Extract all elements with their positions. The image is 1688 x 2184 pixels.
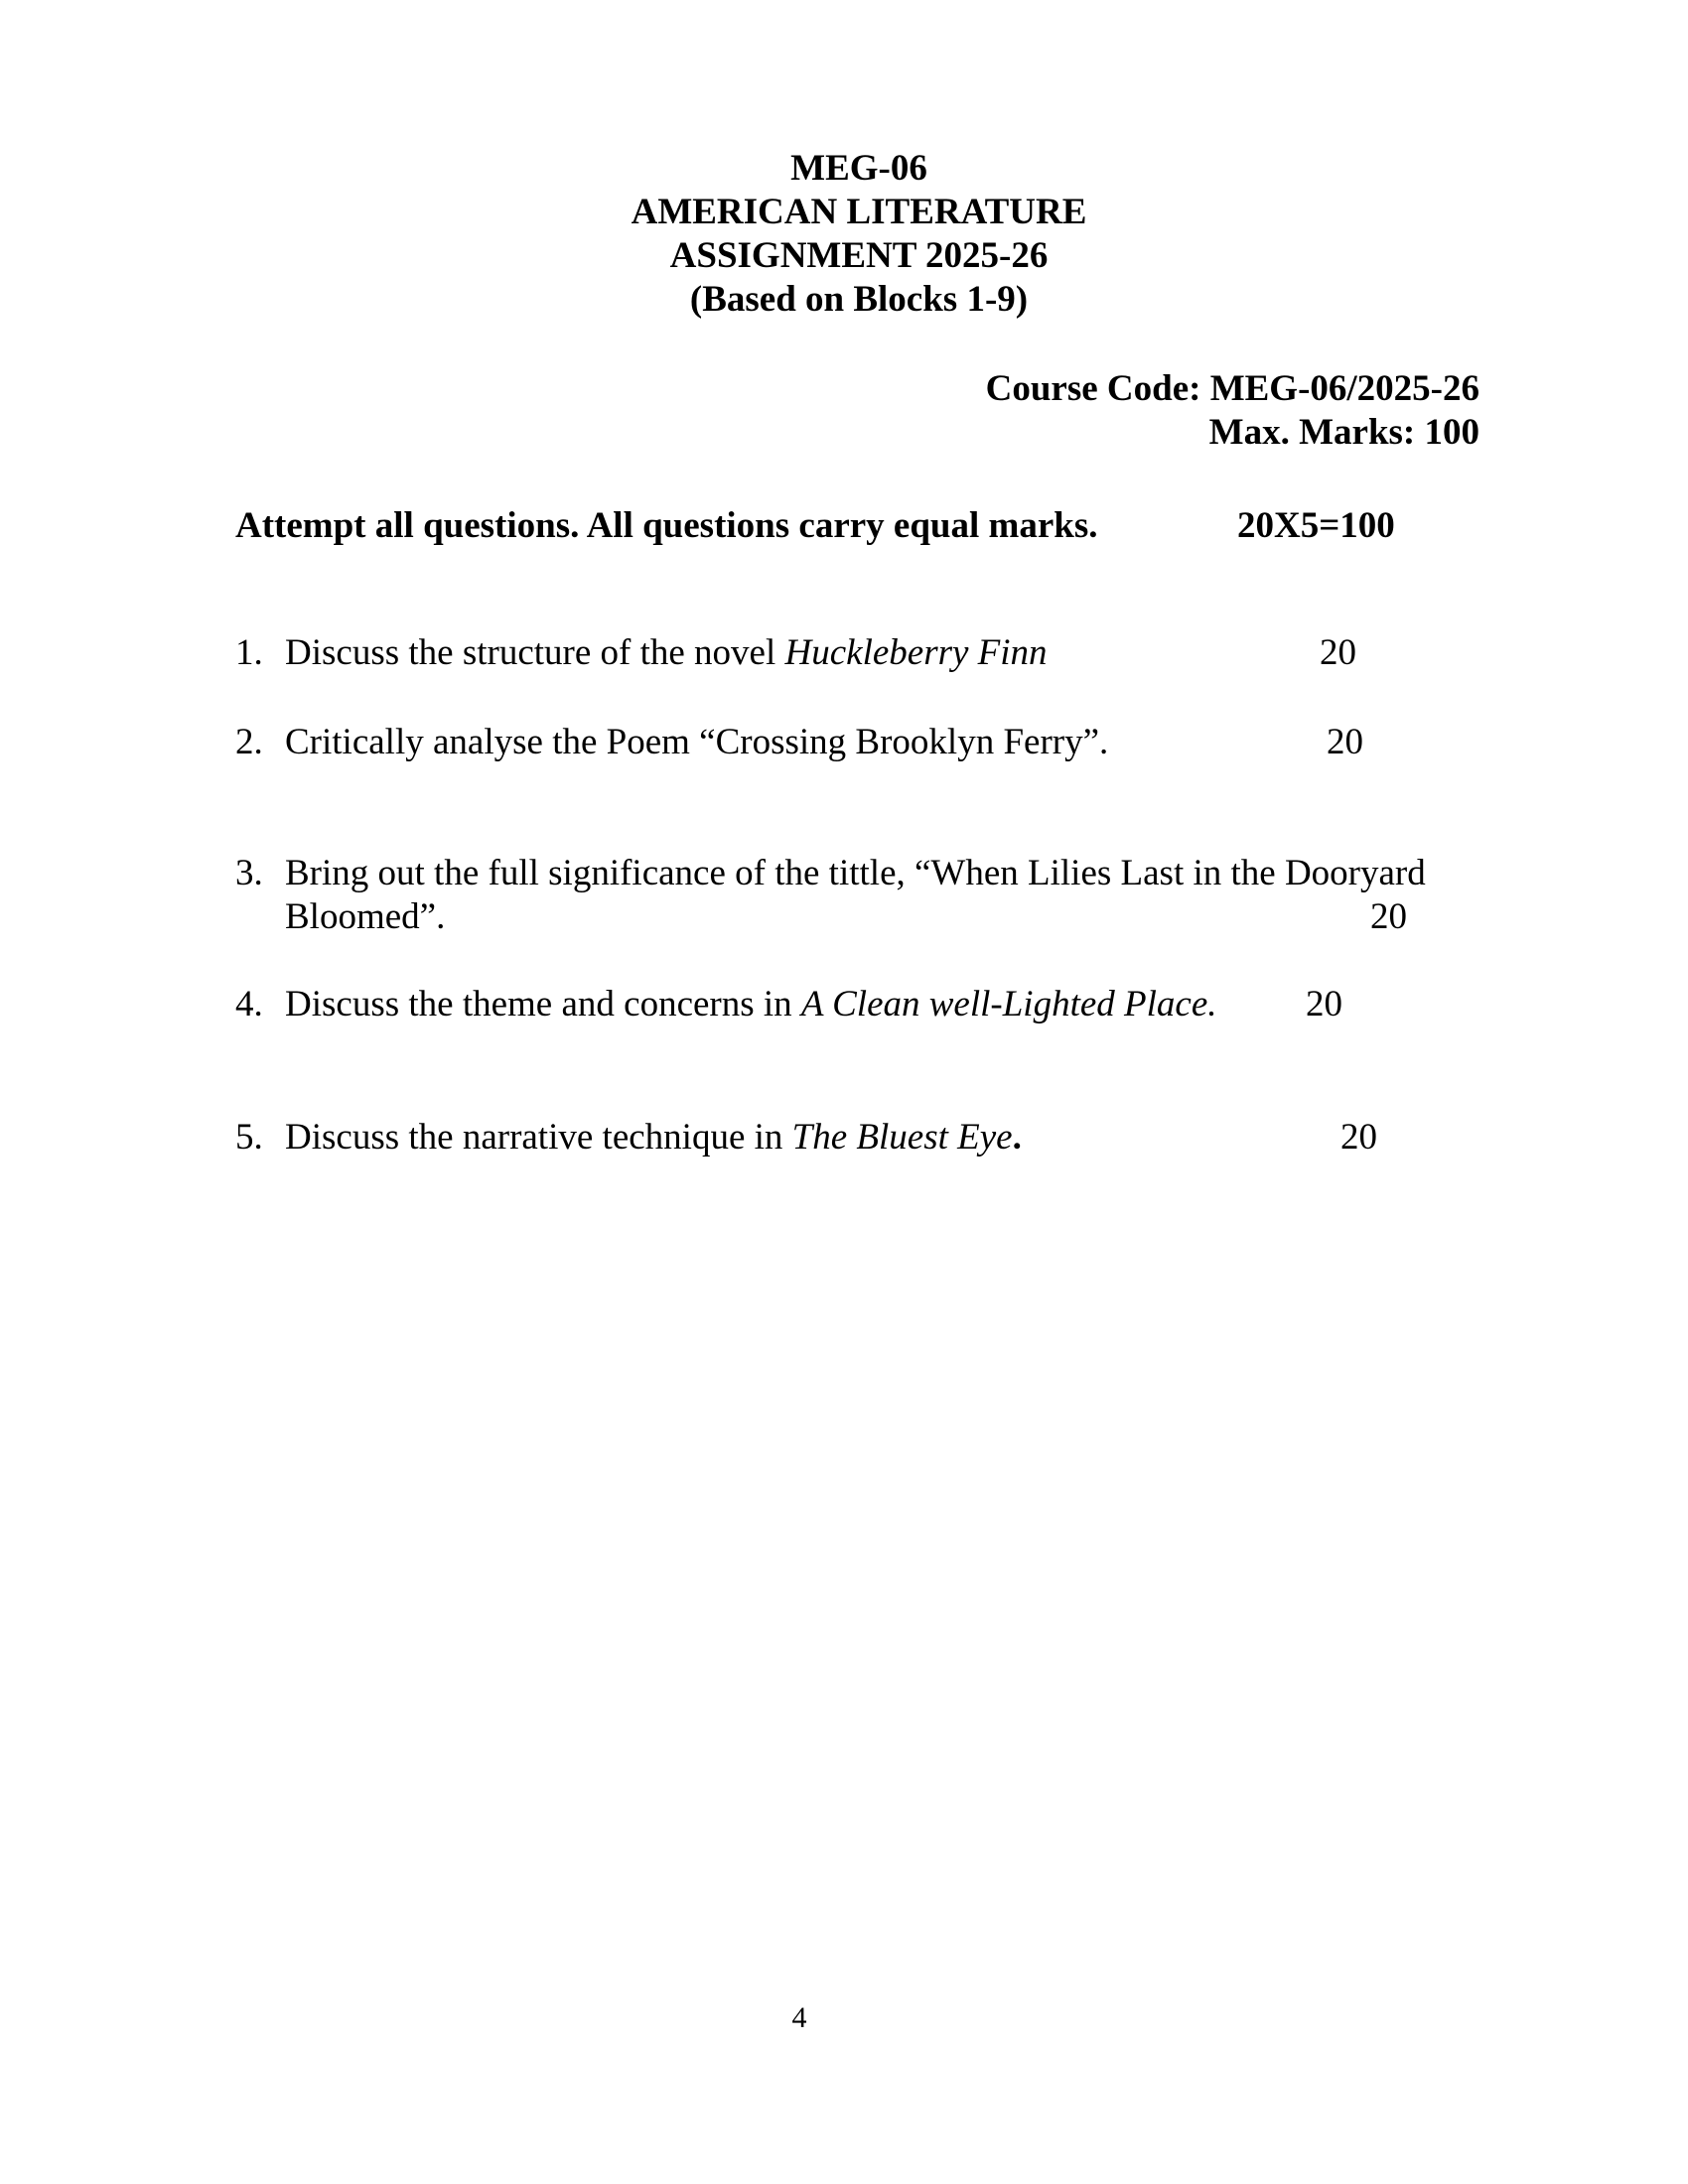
max-marks-label: Max. Marks: 100 [1208, 412, 1479, 453]
question-marks: 20 [1306, 984, 1342, 1024]
course-code-title: MEG-06 [790, 148, 927, 189]
work-title: The Bluest Eye [791, 1117, 1013, 1158]
question-marks: 20 [1370, 896, 1407, 937]
question-marks: 20 [1340, 1117, 1377, 1158]
instructions-text: Attempt all questions. All questions carry equal marks. [235, 505, 1098, 546]
question-text [285, 631, 1048, 675]
question-text-end: . [1012, 1117, 1022, 1158]
question-text-line-1: Bring out the full significance of the tittle, “When Lilies Last in the Dooryard [285, 853, 1426, 893]
question-text-plain: Discuss the structure of the novel [285, 632, 785, 673]
question-number: 2. [235, 722, 263, 762]
question-text: Critically analyse the Poem “Crossing Brooklyn Ferry”. [285, 722, 1109, 762]
question-number: 3. [235, 853, 263, 893]
question-number: 4. [235, 984, 263, 1024]
question-text-plain: Discuss the theme and concerns in [285, 984, 801, 1024]
question-number: 5. [235, 1117, 263, 1158]
page-number: 4 [791, 2001, 807, 2034]
question-marks: 20 [1327, 722, 1363, 762]
question-marks: 20 [1320, 632, 1356, 673]
blocks-basis: (Based on Blocks 1-9) [689, 279, 1029, 320]
question-text [285, 1116, 1022, 1160]
total-marks: 20X5=100 [1237, 505, 1395, 546]
work-title: Huckleberry Finn [784, 632, 1048, 673]
document-heading [0, 147, 1688, 322]
course-code-label: Course Code: MEG-06/2025-26 [985, 368, 1479, 409]
question-text [285, 983, 1217, 1026]
subject-title: AMERICAN LITERATURE [631, 192, 1087, 232]
question-text-line-2: Bloomed”. [285, 896, 446, 937]
question-text-plain: Discuss the narrative technique in [285, 1117, 792, 1158]
question-number: 1. [235, 632, 263, 673]
course-meta [986, 367, 1479, 455]
assignment-title: ASSIGNMENT 2025-26 [669, 235, 1049, 276]
work-title: A Clean well-Lighted Place. [800, 984, 1217, 1024]
